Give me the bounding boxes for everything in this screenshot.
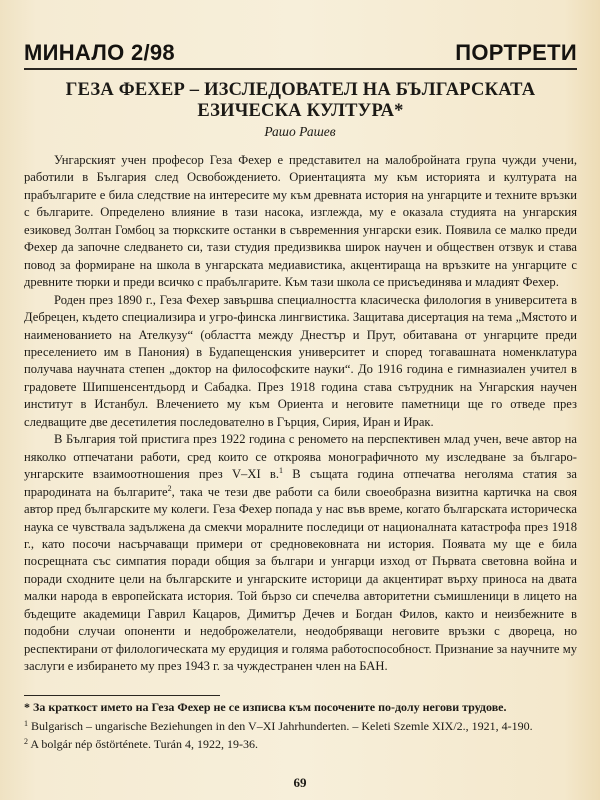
page-number: 69 <box>293 775 307 790</box>
footnote-star <box>24 700 577 716</box>
footnote-mark: 2 <box>24 737 28 746</box>
article-title: ГЕЗА ФЕХЕР – ИЗСЛЕДОВАТЕЛ НА БЪЛГАРСКАТА ЕЗИЧЕСКА КУЛТУРА* <box>65 80 536 121</box>
footnote-text: За краткост името на Геза Фехер не се изписва към посочените по-долу негови трудове. <box>30 700 507 714</box>
footnote-text: Bulgarisch – ungarische Beziehungen in den V–XI Jahrhunderten. – Keleti Szemle XIX/2., 1921, 4-190. <box>28 718 533 733</box>
running-header <box>24 40 577 66</box>
footnote-divider <box>24 695 220 696</box>
footnote-ref-2[interactable]: 2 <box>167 483 172 493</box>
footnote-ref-1[interactable]: 1 <box>279 466 284 476</box>
footnotes <box>24 700 577 753</box>
paragraph: Роден през 1890 г., Геза Фехер завършва специалността класическа филология в университета в Дебрецен, където специализира и угро-финска лингвистика. Защитава дисертация на тема „Мястото и наименованието на Ателкузу“ (областта между Днестър и Прут, обитавана от унгарците преди преселението им в Панония) в Будапещенския университет и според тогавашната номенклатура получава научната степен „доктор на философските науки“. До 1916 година е гимназиален учител в градовете Шипшенсентдьорд и Сабадка. През 1918 година става сътрудник на Унгарския научен институт в Истанбул. Влечението му към Ориента и неговите паметници ще го отведе през следващите две десетилетия последователно в Гърция, Сирия, Иран и Ирак. <box>24 292 577 429</box>
footnote-2 <box>24 734 577 753</box>
paragraph-text: В България той пристига през 1922 година с реномето на перспективен млад учен, вече автор на няколко отпечатани работи, сред които се откроява монографичното му изследване за българо-унгарските взаимоотношения през V–XI в. <box>24 432 577 482</box>
article-body <box>24 152 577 676</box>
paragraph: Унгарският учен професор Геза Фехер е представител на малобройната група чужди учени, работили в България след Освобождението. Ориентацията му към историята и културата на прабългарите е била следствие на интересите му към древната история на унгарците и техните връзки с българите. Определено влияние в тази насока, изглежда, му е оказала студията на унгарския езиковед Золтан Гомбоц за тюркските останки в съвременния унгарски език. Появила се малко преди Фехер да започне следването си, тази студия предизвиква широк научен и обществен отзвук и става повод за формиране на школа в унгарската медиавистика, акцентираща на връзките на унгарците с древните тюрки и преди всичко с прабългарите. Към тази школа се присъединява и младият Фехер. <box>24 153 577 290</box>
footnote-mark: 1 <box>24 718 28 728</box>
journal-issue: МИНАЛО 2/98 <box>24 40 175 65</box>
footnote-1 <box>24 716 577 735</box>
paragraph <box>24 431 577 675</box>
footnote-mark: * <box>24 700 30 714</box>
header-divider <box>24 68 577 70</box>
article-author: Рашо Рашев <box>264 124 336 139</box>
footnote-text: A bolgár nép őstörténete. Turán 4, 1922, 19-36. <box>28 737 258 751</box>
section-name: ПОРТРЕТИ <box>455 40 577 65</box>
paragraph-text: В същата година отпечатва неголяма статия за прародината на българите <box>24 467 577 499</box>
paragraph-text: , така че тези две работи са били своеобразна визитна картичка на своя автор пред българските му колеги. Геза Фехер попада у нас във време, когато българската историческа наука се чувствала задължена да смекчи моралните последици от националната катастрофа през 1918 г., като посочи насърчаващи примери от средновековната ни история. Появата му ще е била посрещната със симпатия поради общия за българи и унгарци изход от Първата световна война и поради сходните цели на българските и унгарските историци да акцентират върху приноса на двата малки народа в европейската история. Той бързо си спечелва авторитетни съмишленици в лицето на бъдещите академици Гаврил Кацаров, Димитър Дечев и Богдан Филов, както и неизбежните в подобни случаи опоненти и недоброжелатели, неодобряващи неговите връзки с двореца, но респектирани от филологическата му ерудиция и голяма работоспособност. Признание за научните му заслуги е избирането му през 1943 г. за чуждестранен член на БАН. <box>24 484 577 674</box>
